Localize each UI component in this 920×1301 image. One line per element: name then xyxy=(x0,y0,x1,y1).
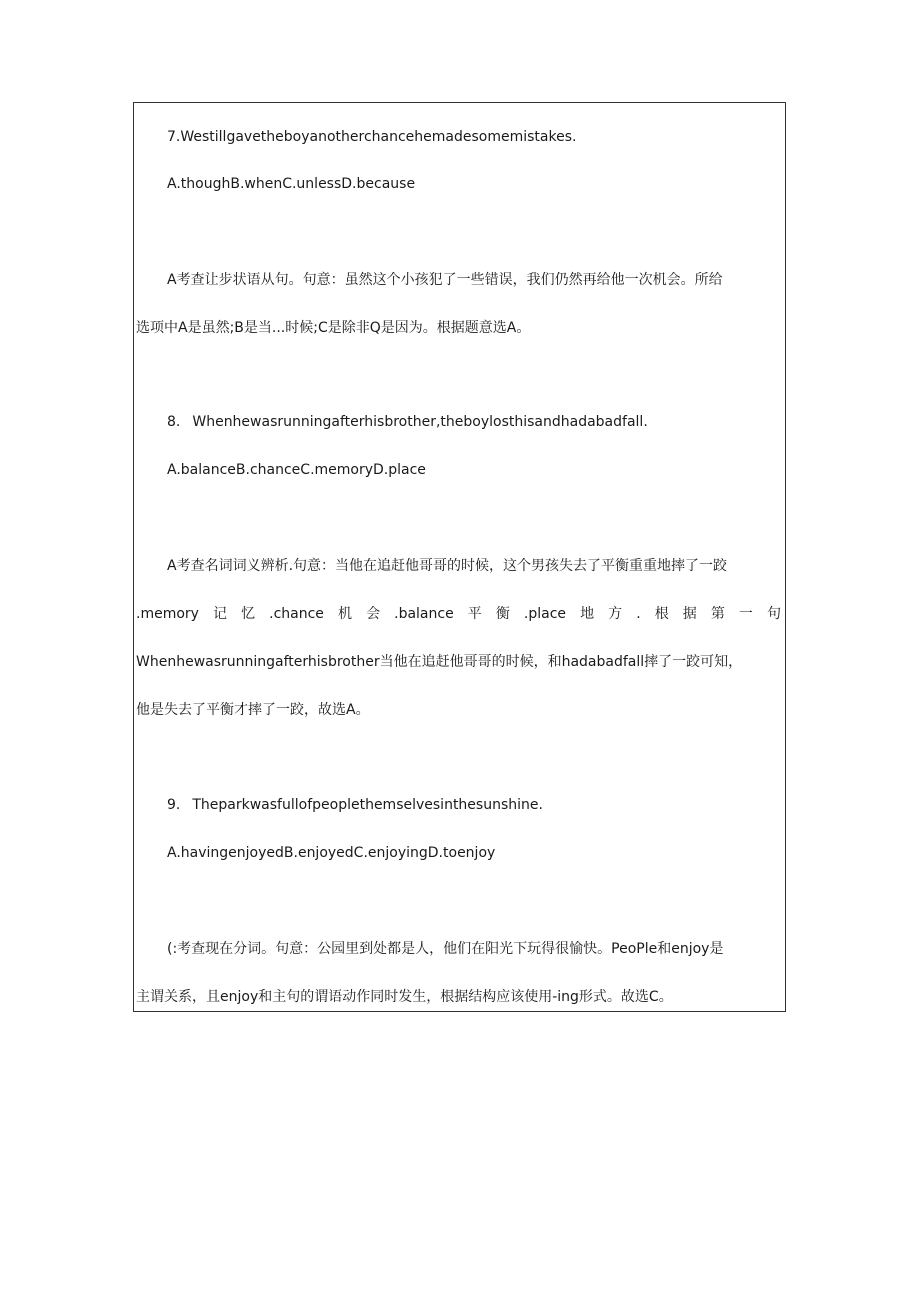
q7-options: A.thoughB.whenC.unlessD.because xyxy=(167,176,416,192)
q8-token: 记 xyxy=(213,606,228,622)
q9-explanation-line-1: (:考查现在分词。句意：公园里到处都是人，他们在阳光下玩得很愉快。PeoPle和enjoy是 xyxy=(167,941,724,957)
q8-explanation-line-4: 他是失去了平衡才摔了一跤，故选A。 xyxy=(136,702,370,718)
q8-token: 第 xyxy=(710,606,725,622)
q9-question: Theparkwasfullofpeoplethemselvesinthesunshine. xyxy=(192,797,543,813)
q8-token: .balance xyxy=(394,606,454,622)
q8-explanation-line-2 xyxy=(134,604,785,624)
q8-token: 地 xyxy=(580,606,595,622)
q8-token: . xyxy=(636,606,641,622)
q9-options: A.havingenjoyedB.enjoyedC.enjoyingD.toenjoy xyxy=(167,845,496,861)
q8-token: .place xyxy=(523,606,567,622)
document-frame xyxy=(133,102,786,1012)
q8-token: 会 xyxy=(366,606,381,622)
q8-token: 衡 xyxy=(495,606,510,622)
q9-question-line xyxy=(134,795,785,815)
q8-question-line xyxy=(134,412,785,432)
q8-token: 据 xyxy=(682,606,697,622)
q8-token: 机 xyxy=(338,606,352,622)
q8-token: 忆 xyxy=(241,606,256,622)
q8-token: .memory xyxy=(136,606,199,622)
q9-number: 9. xyxy=(167,797,181,813)
q8-token: 方 xyxy=(608,606,623,622)
q8-token: 一 xyxy=(738,606,753,622)
q8-token: 根 xyxy=(654,606,669,622)
q8-question: Whenhewasrunningafterhisbrother,theboylosthisandhadabadfall. xyxy=(192,414,648,430)
q8-explanation-line-3: Whenhewasrunningafterhisbrother当他在追赶他哥哥的时候，和hadabadfall摔了一跤可知， xyxy=(136,654,743,670)
q9-explanation-line-2: 主谓关系，且enjoy和主句的谓语动作同时发生，根据结构应该使用-ing形式。故选C。 xyxy=(136,989,673,1005)
q8-number: 8. xyxy=(167,414,181,430)
q8-options: A.balanceB.chanceC.memoryD.place xyxy=(167,462,426,478)
q8-token: .chance xyxy=(269,606,324,622)
q8-token: 平 xyxy=(467,606,482,622)
q8-explanation-line-1: A考查名词词义辨析.句意：当他在追赶他哥哥的时候，这个男孩失去了平衡重重地摔了一跤 xyxy=(167,558,728,574)
q7-explanation-line-2: 选项中A是虽然;B是当...时候;C是除非Q是因为。根据题意选A。 xyxy=(136,320,531,336)
q8-token: 句 xyxy=(766,606,781,622)
q7-explanation-line-1: A考查让步状语从句。句意：虽然这个小孩犯了一些错误，我们仍然再给他一次机会。所给 xyxy=(167,272,723,288)
q7-question: 7.Westillgavetheboyanotherchancehemadesomemistakes. xyxy=(167,129,577,145)
